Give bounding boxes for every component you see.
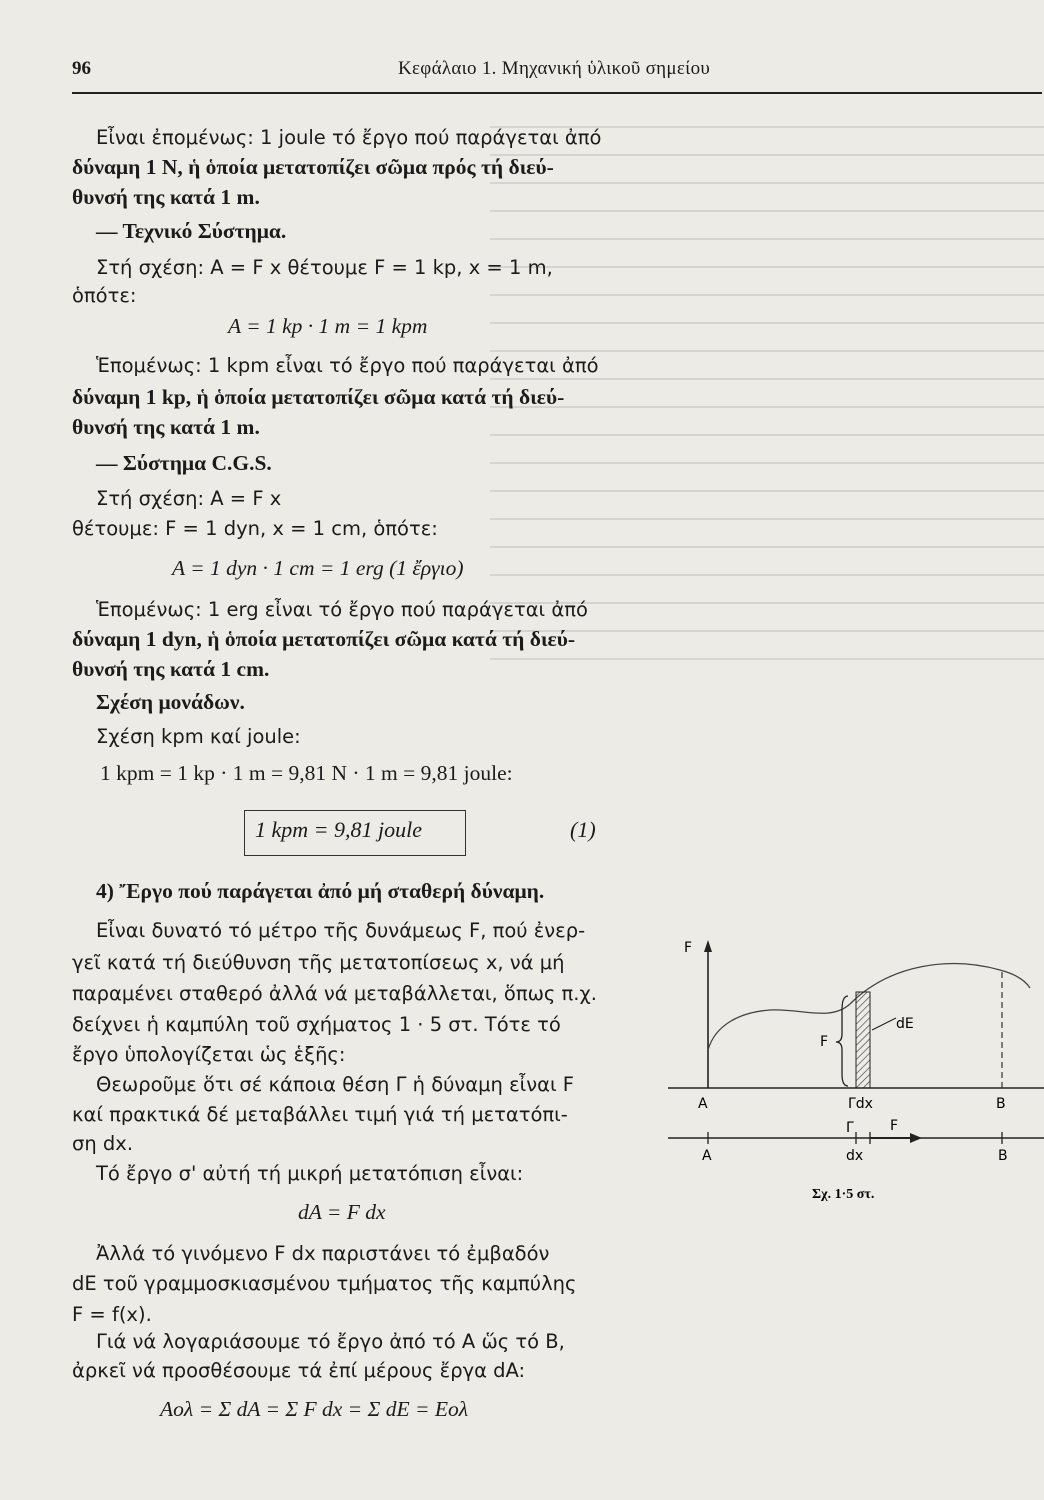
subsection-heading: — Σύστημα C.G.S. [96,451,272,475]
text-line: ση dx. [72,1132,134,1155]
f-axis-arrow-icon [704,940,712,952]
text-line: ἔργο ὑπολογίζεται ὡς ἑξῆς: [72,1043,346,1066]
fig-label-dE: dE [896,1016,914,1032]
text-line: ὁπότε: [72,284,137,307]
text-line: Τό ἔργο σ' αὐτή τή μικρή μετατόπιση εἶναι: [96,1162,524,1185]
equation-number: (1) [570,817,596,842]
text-line: θυνσή της κατά 1 cm. [72,657,270,681]
text-line: Στή σχέση: A = F x θέτουμε F = 1 kp, x = 1 m, [96,256,553,279]
text-line: dE τοῦ γραμμοσκιασμένου τμήματος τῆς καμπύλης [72,1272,577,1295]
page-number: 96 [72,58,91,79]
equation: A = 1 kp · 1 m = 1 kpm [228,314,428,338]
text-line: Θεωροῦμε ὅτι σέ κάποια θέση Γ ἡ δύναμη εἶναι F [96,1073,575,1096]
equation: A = 1 dyn · 1 cm = 1 erg (1 ἔργιο) [172,556,464,580]
text-line: Ἀλλά τό γινόμενο F dx παριστάνει τό ἐμβαδόν [96,1242,550,1265]
text-line: Στή σχέση: A = F x [96,487,282,510]
text-line: δύναμη 1 Ν, ἡ ὁποία μετατοπίζει σῶμα πρός τή διεύ- [72,155,554,179]
text-line: Εἶναι δυνατό τό μέτρο τῆς δυνάμεως F, πού ἐνερ- [96,919,586,942]
text-line: θυνσή της κατά 1 m. [72,415,260,439]
text-line: Σχέση kpm καί joule: [96,725,301,748]
text-line: θέτουμε: F = 1 dyn, x = 1 cm, ὁπότε: [72,517,438,540]
text-line: δύναμη 1 dyn, ἡ ὁποία μετατοπίζει σῶμα κατά τή διεύ- [72,627,576,651]
chapter-title: Κεφάλαιο 1. Μηχανική ὑλικοῦ σημείου [398,58,711,79]
text-line: καί πρακτικά δέ μεταβάλλει τιμή γιά τή μετατόπι- [72,1103,568,1126]
figure-caption: Σχ. 1·5 στ. [812,1187,875,1202]
text-line: παραμένει σταθερό ἀλλά νά μεταβάλλεται, ὅπως π.χ. [72,982,597,1005]
boxed-equation: 1 kpm = 9,81 joule [255,817,422,842]
section-heading: 4) Ἔργο πού παράγεται ἀπό μή σταθερή δύναμη. [96,879,545,903]
text-line: ἀρκεῖ νά προσθέσουμε τά ἐπί μέρους ἔργα dA: [72,1359,526,1382]
text-line: Γιά νά λογαριάσουμε τό ἔργο ἀπό τό A ὥς τό B, [96,1330,565,1353]
text-line: Εἶναι ἐπομένως: 1 joule τό ἔργο πού παράγεται ἀπό [96,126,602,149]
fig-label-Gdx: Γdx [848,1096,873,1112]
force-arrow-icon [910,1133,922,1143]
dE-pointer [872,1018,896,1030]
equation: 1 kpm = 1 kp · 1 m = 9,81 N · 1 m = 9,81 joule: [100,761,513,785]
text-line: θυνσή της κατά 1 m. [72,185,260,209]
fig-label-F-axis: F [684,940,693,956]
equation: dA = F dx [298,1200,386,1224]
text-line: γεῖ κατά τή διεύθυνση τῆς μετατοπίσεως x, νά μή [72,951,565,974]
equation: Aολ = Σ dA = Σ F dx = Σ dE = Eολ [160,1397,469,1421]
fig-label-B-bottom: B [998,1148,1008,1164]
fig-label-F-mid: F [820,1034,829,1050]
text-line: δείχνει ἡ καμπύλη τοῦ σχήματος 1 · 5 στ. Τότε τό [72,1013,561,1036]
figure-1-5 [660,930,1044,1210]
text-line: δύναμη 1 kp, ἡ ὁποία μετατοπίζει σῶμα κατά τή διεύ- [72,385,565,409]
fig-label-F-arrow: F [890,1118,899,1134]
header-rule [72,92,1042,94]
text-line: Ἑπομένως: 1 kpm εἶναι τό ἔργο πού παράγεται ἀπό [96,354,599,377]
fig-label-dx: dx [846,1148,864,1164]
fig-label-B-top: B [996,1096,1006,1112]
fig-label-A-top: A [698,1096,708,1112]
subsection-heading: — Τεχνικό Σύστημα. [96,219,287,243]
fig-label-G-bottom: Γ [846,1120,854,1136]
text-line: Ἑπομένως: 1 erg εἶναι τό ἔργο πού παράγεται ἀπό [96,598,588,621]
text-line: F = f(x). [72,1303,152,1326]
fig-label-A-bottom: A [702,1148,712,1164]
f-brace [836,996,848,1086]
hatched-strip [856,992,870,1088]
subsection-heading: Σχέση μονάδων. [96,690,245,714]
